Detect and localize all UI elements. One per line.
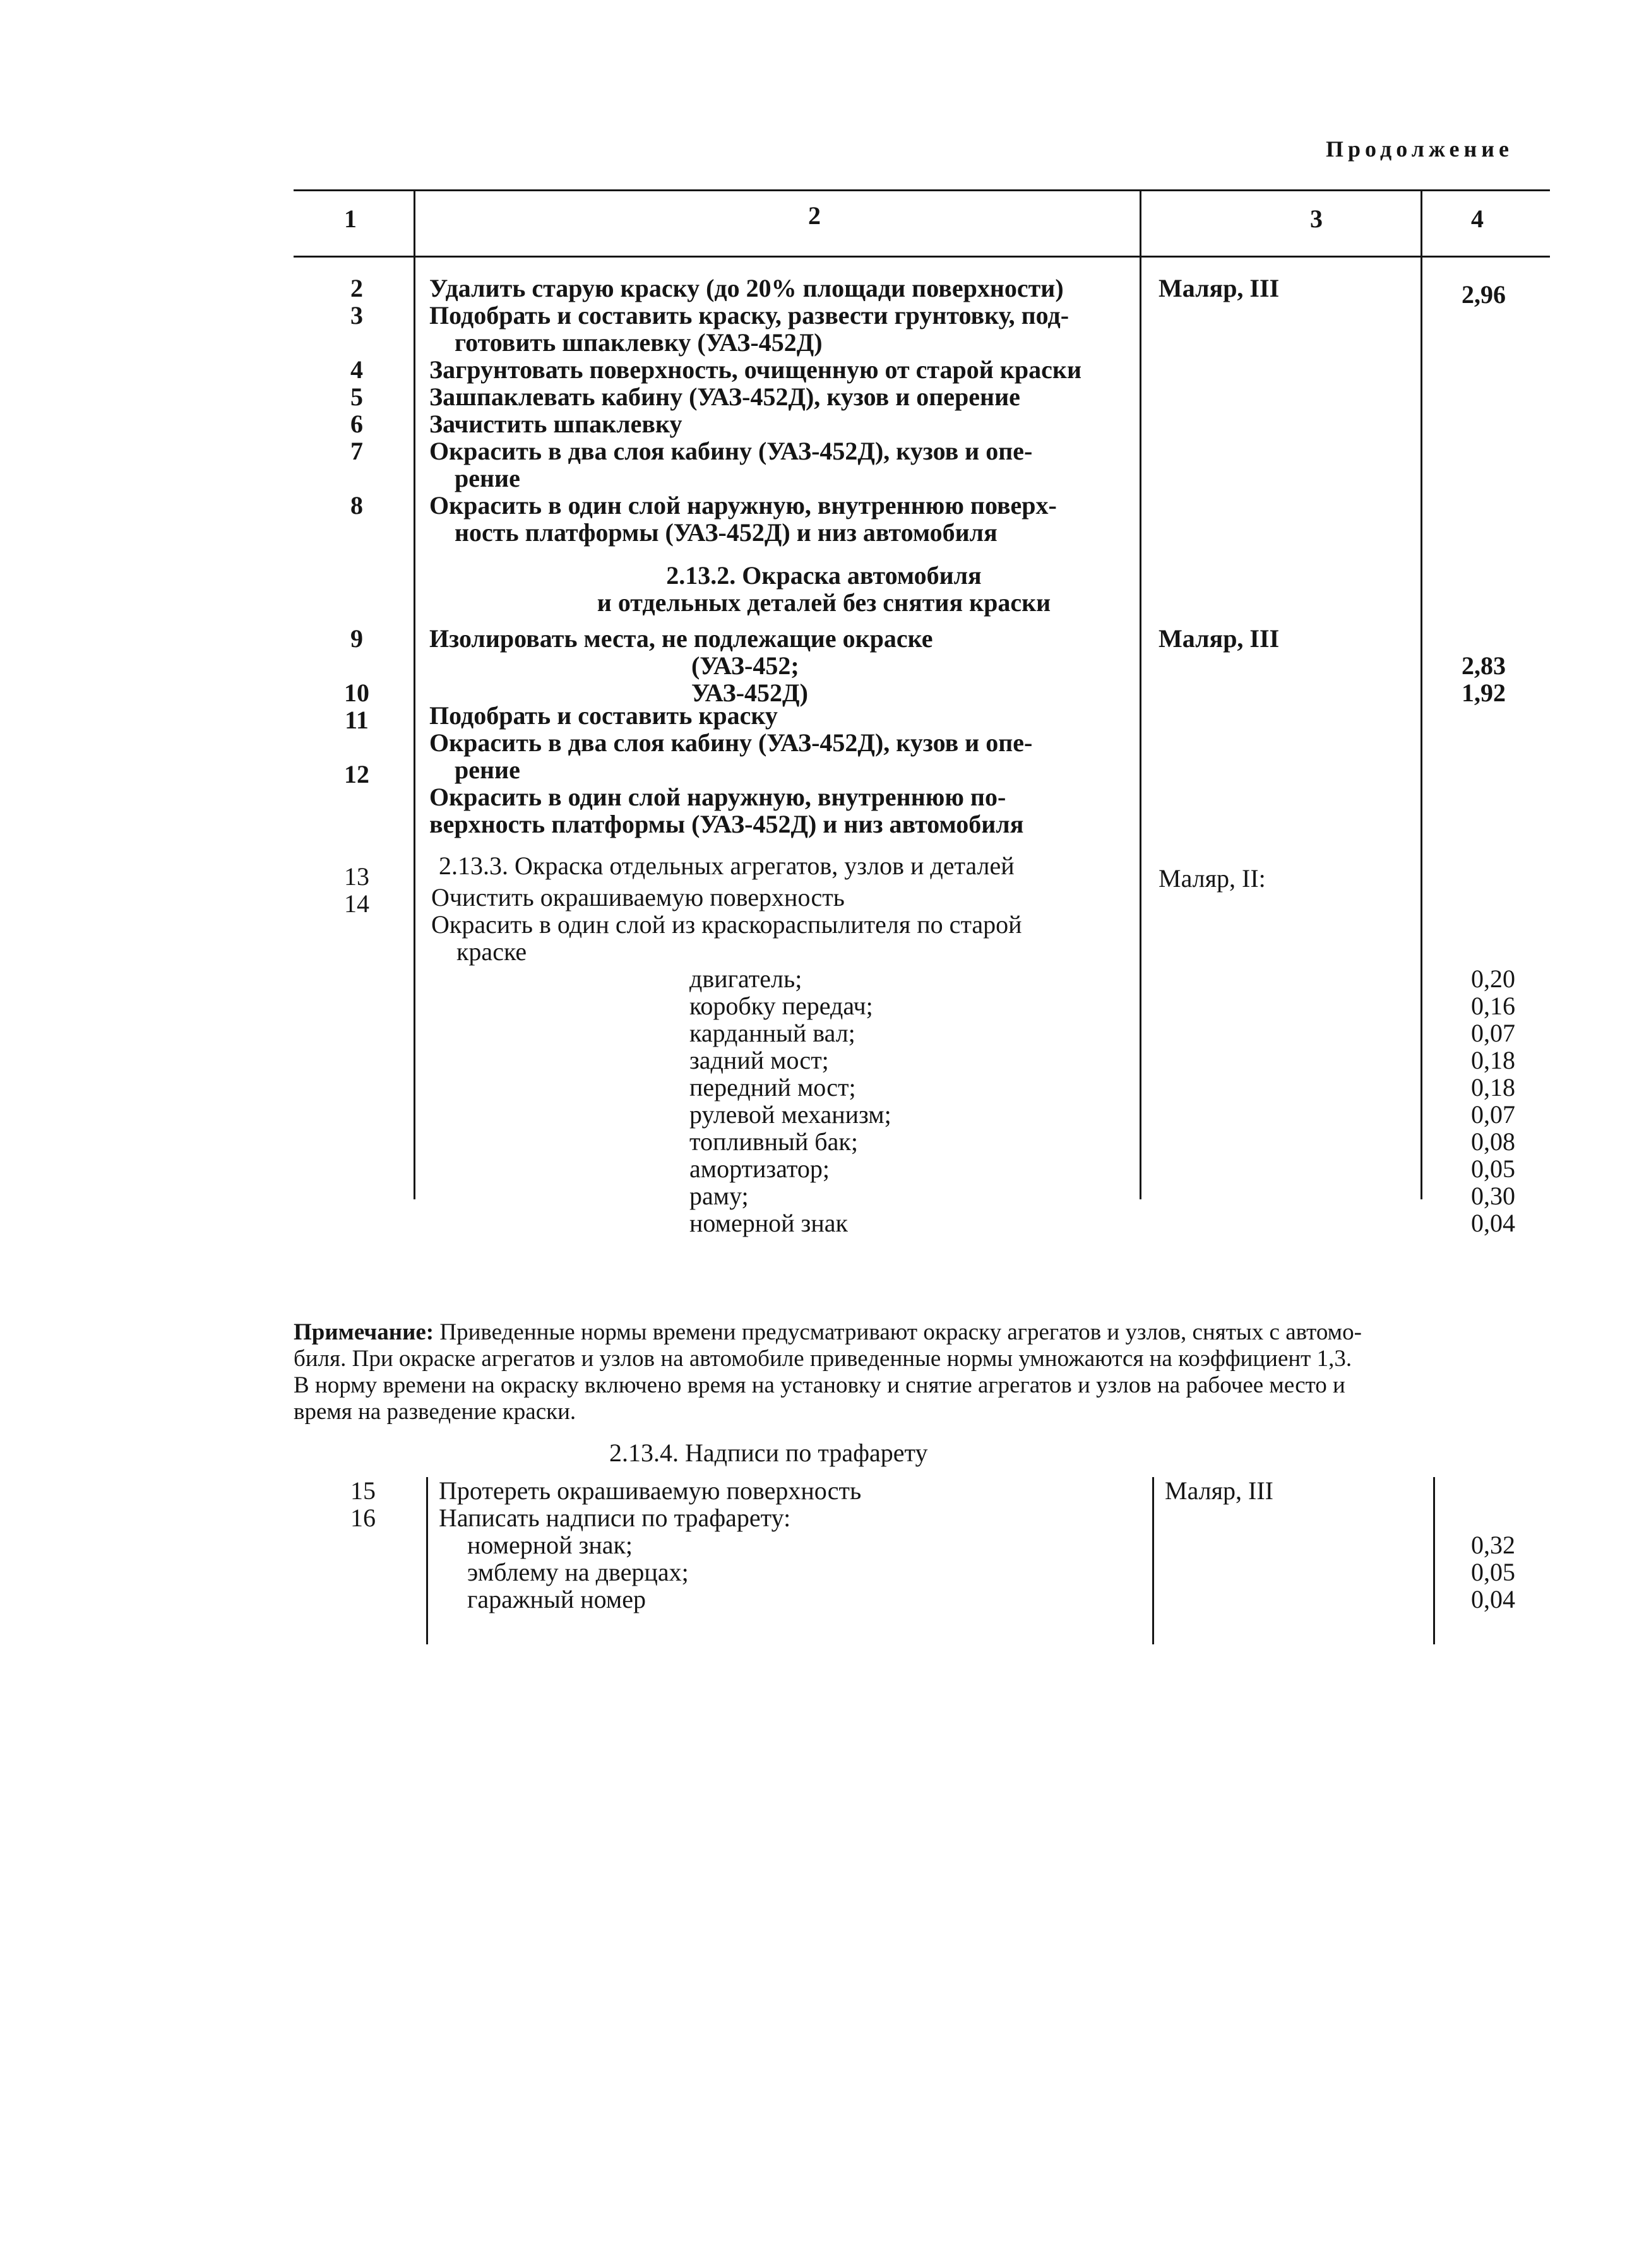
row-number: 5 (350, 383, 363, 411)
row-number: 6 (350, 410, 363, 438)
list-item-value: 0,07 (1471, 1019, 1515, 1047)
worker-grade: Маляр, III (1159, 274, 1280, 302)
list-item-name: гаражный номер (467, 1585, 646, 1613)
row-text: Очистить окрашиваемую поверхность (431, 883, 845, 911)
column-header-4: 4 (1471, 205, 1484, 233)
note-label: Примечание: (294, 1319, 434, 1345)
list-item-value: 0,04 (1471, 1585, 1515, 1613)
row-text: Окрасить в один слой наружную, внутреннюю поверх- (429, 491, 1057, 520)
worker-grade: Маляр, III (1165, 1476, 1273, 1505)
row-number: 9 (350, 624, 363, 653)
list-item-name: номерной знак; (467, 1531, 633, 1559)
row-text: Написать надписи по трафарету: (439, 1504, 791, 1532)
list-item-name: рулевой механизм; (689, 1100, 891, 1129)
list-item-name: двигатель; (689, 965, 802, 993)
row-text: Протереть окрашиваемую поверхность (439, 1476, 862, 1505)
row-number: 10 (344, 679, 369, 707)
row-text: рение (455, 464, 520, 492)
row-text: рение (455, 756, 520, 784)
row-number: 7 (350, 437, 363, 465)
list-item-value: 0,20 (1471, 965, 1515, 993)
section-title: 2.13.3. Окраска отдельных агрегатов, узлов и деталей (439, 852, 1015, 880)
list-item-value: 0,30 (1471, 1182, 1515, 1210)
note-line: время на разведение краски. (294, 1399, 576, 1425)
list-item-name: передний мост; (689, 1073, 856, 1101)
column-header-1: 1 (344, 205, 357, 233)
row-number: 4 (350, 355, 363, 384)
list-item-name: амортизатор; (689, 1155, 830, 1183)
row-number: 3 (350, 301, 363, 330)
worker-grade: Маляр, III (1159, 624, 1280, 653)
list-item-value: 0,08 (1471, 1127, 1515, 1156)
continuation-label: Продолжение (1326, 136, 1513, 162)
table-header-rule (294, 256, 1550, 258)
list-item-name: эмблему на дверцах; (467, 1558, 689, 1586)
note-text: Приведенные нормы времени предусматривают окраску агрегатов и узлов, снятых с автомо- (439, 1319, 1362, 1345)
table-top-rule (294, 189, 1550, 191)
list-item-value: 0,05 (1471, 1155, 1515, 1183)
row-text: (УАЗ-452; (691, 651, 799, 680)
row-number: 16 (350, 1504, 376, 1532)
list-item-name: номерной знак (689, 1209, 848, 1237)
row-text: Подобрать и составить краску (429, 701, 778, 730)
row-text: краске (456, 937, 527, 966)
row-text: верхность платформы (УАЗ-452Д) и низ автомобиля (429, 810, 1024, 838)
row-text: Окрасить в один слой наружную, внутреннюю по- (429, 783, 1006, 811)
row-text: УАЗ-452Д) (691, 679, 808, 707)
column-divider-1 (426, 1477, 428, 1644)
row-text: Загрунтовать поверхность, очищенную от старой краски (429, 355, 1081, 384)
time-norm: 2,96 (1462, 280, 1506, 309)
column-header-3: 3 (1310, 205, 1323, 233)
row-text: Удалить старую краску (до 20% площади поверхности) (429, 274, 1064, 302)
row-number: 8 (350, 491, 363, 520)
row-text: ность платформы (УАЗ-452Д) и низ автомобиля (455, 518, 998, 547)
time-norm: 1,92 (1462, 679, 1506, 707)
list-item-value: 0,32 (1471, 1531, 1515, 1559)
list-item-name: карданный вал; (689, 1019, 855, 1047)
column-divider-1 (414, 189, 415, 1199)
list-item-value: 0,16 (1471, 992, 1515, 1020)
note-line (294, 1319, 1362, 1346)
column-divider-2 (1140, 189, 1141, 1199)
time-norm: 2,83 (1462, 651, 1506, 680)
row-number: 11 (345, 706, 369, 734)
list-item-name: задний мост; (689, 1046, 829, 1074)
note-line: В норму времени на окраску включено время на установку и снятие агрегатов и узлов на рабочее место и (294, 1372, 1345, 1398)
list-item-name: раму; (689, 1182, 749, 1210)
list-item-value: 0,05 (1471, 1558, 1515, 1586)
row-number: 12 (344, 760, 369, 788)
list-item-value: 0,07 (1471, 1100, 1515, 1129)
row-text: Зачистить шпаклевку (429, 410, 682, 438)
row-text: Окрасить в один слой из краскораспылителя по старой (431, 910, 1022, 939)
list-item-value: 0,18 (1471, 1046, 1515, 1074)
row-text: Изолировать места, не подлежащие окраске (429, 624, 933, 653)
section-title: и отдельных деталей без снятия краски (597, 588, 1051, 617)
column-divider-2 (1152, 1477, 1154, 1644)
section-title: 2.13.2. Окраска автомобиля (666, 561, 982, 590)
row-number: 2 (350, 274, 363, 302)
row-text: Окрасить в два слоя кабину (УАЗ-452Д), кузов и опе- (429, 728, 1033, 757)
list-item-value: 0,18 (1471, 1073, 1515, 1101)
row-text: Окрасить в два слоя кабину (УАЗ-452Д), кузов и опе- (429, 437, 1033, 465)
row-number: 13 (344, 862, 369, 891)
row-text: Подобрать и составить краску, развести грунтовку, под- (429, 301, 1069, 330)
section-title: 2.13.4. Надписи по трафарету (609, 1439, 928, 1467)
worker-grade: Маляр, II: (1159, 864, 1266, 893)
list-item-name: топливный бак; (689, 1127, 858, 1156)
list-item-name: коробку передач; (689, 992, 873, 1020)
list-item-value: 0,04 (1471, 1209, 1515, 1237)
row-number: 15 (350, 1476, 376, 1505)
column-header-2: 2 (808, 201, 821, 230)
note-line: биля. При окраске агрегатов и узлов на автомобиле приведенные нормы умножаются на коэффициент 1,3. (294, 1346, 1352, 1372)
row-text: Зашпаклевать кабину (УАЗ-452Д), кузов и оперение (429, 383, 1020, 411)
row-number: 14 (344, 889, 369, 918)
row-text: готовить шпаклевку (УАЗ-452Д) (455, 328, 823, 357)
